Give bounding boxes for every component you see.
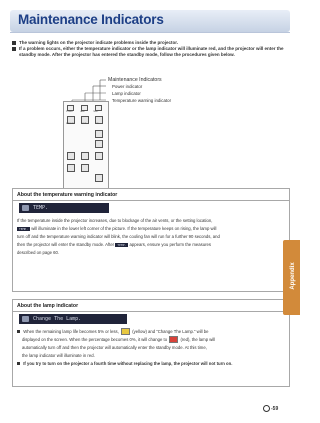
lamp-box-body	[17, 328, 287, 368]
lamp-text-line: the lamp indicator will illuminate in red.	[22, 353, 95, 358]
lamp-text-line	[17, 360, 287, 368]
lamp-indicator-light	[81, 105, 88, 111]
lamp-text-span: displayed on the screen. When the percentage becomes 0%, it will change to	[22, 337, 168, 342]
page-circle-icon	[263, 405, 270, 412]
temp-text-line: described on page 60.	[17, 250, 60, 255]
lamp-message-text: Change The Lamp.	[33, 316, 82, 322]
temp-text-span: appears, ensure you perform the measures	[129, 242, 212, 247]
panel-label-power: POWER	[66, 111, 73, 113]
lamp-onscreen-message	[19, 314, 127, 324]
page-title: Maintenance Indicators	[18, 12, 164, 27]
lamp-text-span: When the remaining lamp life becomes 5% or less,	[23, 329, 119, 334]
page-number-text: -59	[271, 405, 279, 412]
lamp-text-span: (red), the lamp will	[180, 337, 216, 342]
callout-temp-indicator: Temperature warning indicator	[112, 98, 172, 103]
autosync-button[interactable]	[67, 164, 75, 172]
panel-label-input: INPUT	[81, 123, 87, 125]
temp-chip-icon: TEMP.	[19, 226, 29, 231]
callout-maintenance-indicators: Maintenance Indicators	[108, 77, 162, 83]
temp-text-line: If the temperature inside the projector increases, due to blockage of the air vents, or the setting location,	[17, 218, 213, 223]
resize-button[interactable]	[95, 174, 103, 182]
lamp-box-header	[13, 300, 289, 312]
temp-box-title: About the temperature warning indicator	[17, 191, 118, 198]
square-bullet-icon	[17, 330, 20, 333]
projector-control-panel	[63, 101, 109, 191]
enter-button[interactable]	[95, 152, 103, 160]
lamp-text-span: If you try to turn on the projector a fourth time without replacing the lamp, the projector will not turn on.	[23, 361, 233, 366]
lamp-text-line	[17, 328, 287, 336]
red-lamp-icon	[169, 336, 178, 343]
temp-box-body	[17, 217, 287, 257]
temp-message-text: TEMP.	[33, 205, 49, 211]
lamp-icon	[22, 316, 29, 322]
temp-warning-box	[12, 188, 290, 292]
panel-label-lamp: LAMP	[80, 111, 85, 113]
menu-button[interactable]	[81, 152, 89, 160]
temp-onscreen-message	[19, 203, 109, 213]
lamp-text-line: automatically turn off and then the projector will automatically enter the standby mode. At this time,	[22, 345, 207, 350]
thermometer-icon	[22, 205, 29, 211]
bullet-text: The warning lights on the projector indicate problems inside the projector.	[19, 40, 179, 45]
panel-label-temp: TEMP.	[93, 111, 99, 113]
power-indicator-light	[67, 105, 74, 111]
keystone-button[interactable]	[67, 152, 75, 160]
temp-text-span: will illuminate in the lower left corner of the picture. If the temperature keeps on rising, the lamp will	[31, 226, 217, 231]
callout-lamp-indicator: Lamp indicator	[112, 91, 141, 96]
temp-text-line: turn off and the temperature warning indicator will blink, the cooling fan will run for a further 90 seconds, and	[17, 234, 220, 239]
temp-indicator-light	[95, 105, 102, 111]
temp-text-line	[17, 241, 287, 249]
lamp-text-line	[17, 336, 287, 344]
square-bullet-icon	[17, 362, 20, 365]
lamp-indicator-box	[12, 299, 290, 387]
temp-text-span: then the projector will enter the standby mode. After	[17, 242, 115, 247]
temp-box-header	[13, 189, 289, 201]
appendix-tab-label: Appendix	[290, 262, 296, 290]
panel-label-on: ON	[96, 123, 99, 125]
bullet-text: If a problem occurs, either the temperature indicator or the lamp indicator will illuminate red, and the projector will enter the standby mode. After the projector has entered the standby mode, follow the procedures given below.	[19, 46, 284, 58]
panel-label-standby: STANDBY	[66, 123, 75, 125]
page-number	[263, 405, 278, 412]
yellow-lamp-icon	[121, 328, 130, 335]
volume-up-button[interactable]	[95, 130, 103, 138]
volume-down-button[interactable]	[95, 140, 103, 148]
temp-chip-icon: TEMP.	[117, 242, 127, 247]
temp-text-line	[17, 225, 287, 233]
return-button[interactable]	[81, 164, 89, 172]
callout-power-indicator: Power indicator	[112, 84, 143, 89]
lamp-box-title: About the lamp indicator	[17, 302, 79, 309]
lamp-text-span: (yellow) and “Change The Lamp.” will be	[132, 329, 209, 334]
